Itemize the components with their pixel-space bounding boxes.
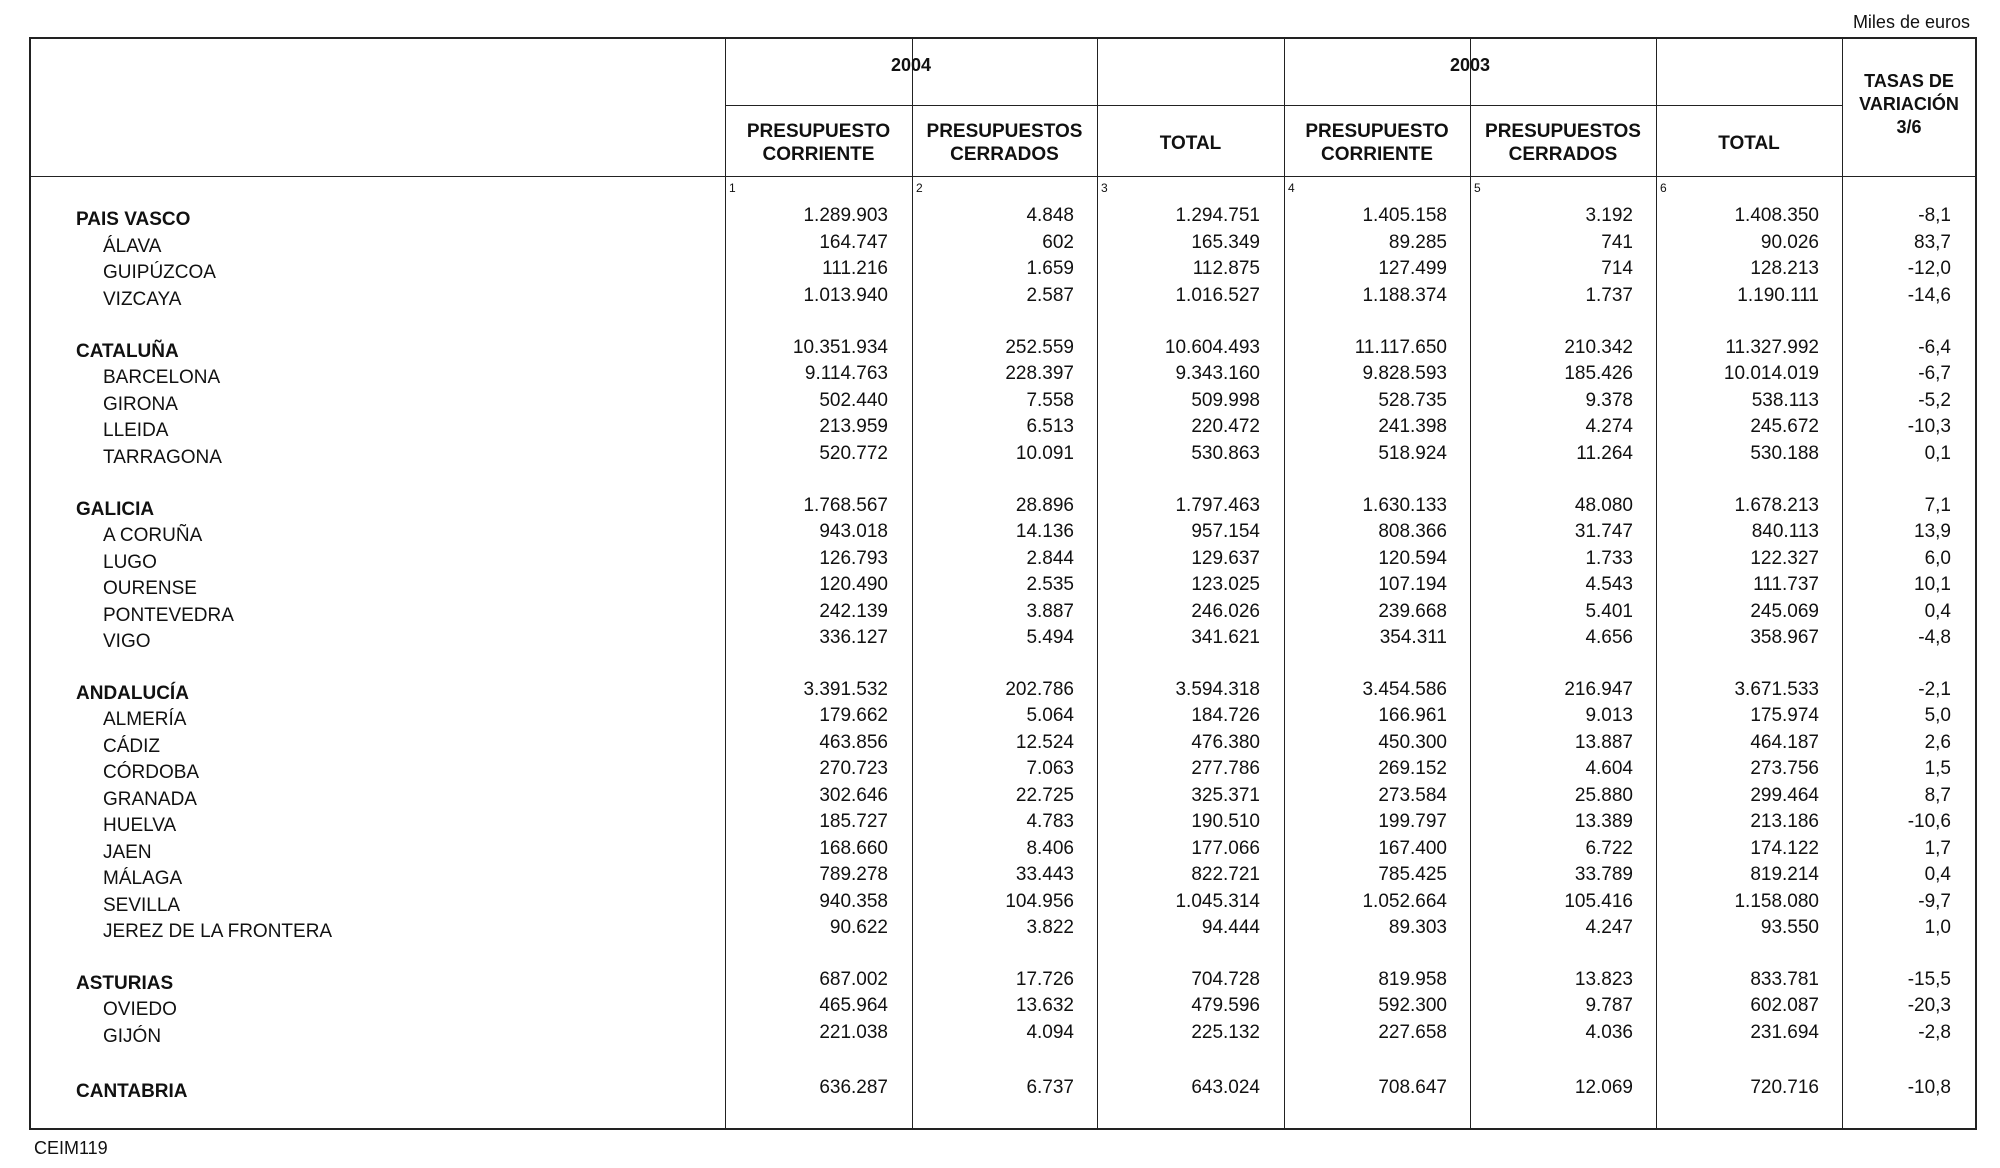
- col-header-presupuestos-cerrados-2004: PRESUPUESTOS CERRADOS: [926, 121, 1083, 165]
- cell-value: 228.397: [1005, 363, 1074, 384]
- cell-value: 1.797.463: [1175, 495, 1260, 516]
- row-label: CÓRDOBA: [103, 762, 200, 783]
- province-row: [0, 232, 2000, 258]
- cell-value: -12,0: [1907, 258, 1951, 279]
- column-number: 3: [1101, 181, 1108, 195]
- cell-value: 602.087: [1750, 995, 1819, 1016]
- row-label: PAIS VASCO: [76, 209, 191, 230]
- region-row: [0, 969, 2000, 995]
- cell-value: 269.152: [1378, 758, 1447, 779]
- cell-value: -2,8: [1918, 1022, 1951, 1043]
- cell-value: 11.117.650: [1354, 337, 1447, 358]
- cell-value: 0,1: [1924, 443, 1951, 464]
- cell-value: 17.726: [1015, 969, 1074, 990]
- cell-value: 520.772: [819, 443, 888, 464]
- province-row: [0, 758, 2000, 784]
- cell-value: 502.440: [819, 390, 888, 411]
- col-header-total-2004: TOTAL: [1159, 132, 1222, 154]
- cell-value: -9,7: [1918, 891, 1951, 912]
- cell-value: 242.139: [819, 601, 888, 622]
- province-row: [0, 732, 2000, 758]
- cell-value: 120.594: [1378, 548, 1447, 569]
- cell-value: 270.723: [819, 758, 888, 779]
- cell-value: 25.880: [1574, 785, 1633, 806]
- province-row: [0, 285, 2000, 311]
- province-row: [0, 548, 2000, 574]
- province-row: [0, 995, 2000, 1021]
- cell-value: 33.789: [1574, 864, 1633, 885]
- cell-value: 1.016.527: [1175, 285, 1260, 306]
- column-number: 2: [916, 181, 923, 195]
- cell-value: 464.187: [1750, 732, 1819, 753]
- cell-value: 22.725: [1015, 785, 1074, 806]
- cell-value: 13,9: [1914, 521, 1951, 542]
- cell-value: 2,6: [1924, 732, 1951, 753]
- region-row: [0, 495, 2000, 521]
- cell-value: 808.366: [1378, 521, 1447, 542]
- cell-value: 216.947: [1564, 679, 1633, 700]
- cell-value: 90.026: [1760, 232, 1819, 253]
- column-number: 1: [729, 181, 736, 195]
- cell-value: 4.604: [1585, 758, 1633, 779]
- region-row: [0, 679, 2000, 705]
- cell-value: 14.136: [1015, 521, 1074, 542]
- cell-value: 302.646: [819, 785, 888, 806]
- cell-value: 246.026: [1191, 601, 1260, 622]
- cell-value: 3.454.586: [1362, 679, 1447, 700]
- column-number: 5: [1474, 181, 1481, 195]
- cell-value: 5.401: [1585, 601, 1633, 622]
- row-label: GUIPÚZCOA: [103, 262, 216, 283]
- cell-value: 1.158.080: [1734, 891, 1819, 912]
- row-label: A CORUÑA: [103, 525, 203, 546]
- cell-value: 252.559: [1005, 337, 1074, 358]
- cell-value: 190.510: [1191, 811, 1260, 832]
- cell-value: 479.596: [1191, 995, 1260, 1016]
- cell-value: 1.678.213: [1734, 495, 1819, 516]
- row-label: VIGO: [103, 631, 151, 652]
- cell-value: 239.668: [1378, 601, 1447, 622]
- cell-value: 6.722: [1585, 838, 1633, 859]
- cell-value: 273.584: [1378, 785, 1447, 806]
- cell-value: 165.349: [1191, 232, 1260, 253]
- cell-value: -15,5: [1907, 969, 1951, 990]
- cell-value: 819.958: [1378, 969, 1447, 990]
- row-label: ÁLAVA: [103, 236, 162, 257]
- cell-value: 3.887: [1026, 601, 1074, 622]
- cell-value: 1.630.133: [1362, 495, 1447, 516]
- row-label: HUELVA: [103, 815, 177, 836]
- cell-value: 185.727: [819, 811, 888, 832]
- cell-value: 105.416: [1564, 891, 1633, 912]
- cell-value: 11.264: [1576, 443, 1633, 464]
- row-label: CANTABRIA: [76, 1081, 188, 1102]
- cell-value: -10,8: [1907, 1077, 1951, 1098]
- cell-value: 89.285: [1388, 232, 1447, 253]
- cell-value: 7.063: [1026, 758, 1074, 779]
- cell-value: 3.594.318: [1175, 679, 1260, 700]
- cell-value: 184.726: [1191, 705, 1260, 726]
- cell-value: 10.604.493: [1164, 337, 1260, 358]
- cell-value: 538.113: [1751, 390, 1819, 411]
- province-row: [0, 785, 2000, 811]
- cell-value: 1.188.374: [1362, 285, 1447, 306]
- cell-value: 5,0: [1924, 705, 1951, 726]
- cell-value: 10,1: [1914, 574, 1951, 595]
- cell-value: 12.524: [1015, 732, 1074, 753]
- cell-value: 789.278: [819, 864, 888, 885]
- cell-value: 518.924: [1378, 443, 1447, 464]
- cell-value: 643.024: [1191, 1077, 1260, 1098]
- row-label: ASTURIAS: [76, 973, 174, 994]
- cell-value: 4.848: [1026, 205, 1074, 226]
- cell-value: 341.621: [1191, 627, 1260, 648]
- cell-value: 720.716: [1750, 1077, 1819, 1098]
- province-row: [0, 521, 2000, 547]
- cell-value: 94.444: [1201, 917, 1260, 938]
- cell-value: 1.768.567: [803, 495, 888, 516]
- cell-value: 4.274: [1585, 416, 1633, 437]
- cell-value: 4.543: [1585, 574, 1633, 595]
- cell-value: 1.045.314: [1175, 891, 1260, 912]
- cell-value: 687.002: [819, 969, 888, 990]
- cell-value: 819.214: [1750, 864, 1819, 885]
- cell-value: 6.737: [1026, 1077, 1074, 1098]
- cell-value: 8,7: [1924, 785, 1951, 806]
- row-label: LUGO: [103, 552, 157, 573]
- cell-value: 2.535: [1026, 574, 1074, 595]
- cell-value: 9.828.593: [1362, 363, 1447, 384]
- province-row: [0, 258, 2000, 284]
- cell-value: 6,0: [1924, 548, 1951, 569]
- cell-value: 12.069: [1574, 1077, 1633, 1098]
- cell-value: 336.127: [819, 627, 888, 648]
- cell-value: 528.735: [1378, 390, 1447, 411]
- province-row: [0, 917, 2000, 943]
- cell-value: 9.343.160: [1175, 363, 1260, 384]
- cell-value: -8,1: [1918, 205, 1951, 226]
- cell-value: 3.192: [1585, 205, 1633, 226]
- cell-value: 126.793: [819, 548, 888, 569]
- row-label: GIRONA: [103, 394, 178, 415]
- row-label: PONTEVEDRA: [103, 605, 234, 626]
- row-label: SEVILLA: [103, 895, 181, 916]
- row-label: LLEIDA: [103, 420, 169, 441]
- units-note: Miles de euros: [1852, 12, 1970, 32]
- cell-value: 33.443: [1015, 864, 1074, 885]
- cell-value: 9.787: [1585, 995, 1633, 1016]
- cell-value: 714: [1601, 258, 1633, 279]
- row-label: ANDALUCÍA: [76, 683, 189, 704]
- cell-value: 602: [1042, 232, 1074, 253]
- cell-value: 9.378: [1585, 390, 1633, 411]
- province-row: [0, 390, 2000, 416]
- province-row: [0, 891, 2000, 917]
- cell-value: 4.656: [1585, 627, 1633, 648]
- cell-value: 9.013: [1585, 705, 1633, 726]
- cell-value: 5.494: [1026, 627, 1074, 648]
- cell-value: 7.558: [1026, 390, 1074, 411]
- cell-value: 704.728: [1191, 969, 1260, 990]
- year-header-divider: [725, 105, 1842, 106]
- cell-value: 128.213: [1750, 258, 1819, 279]
- cell-value: 129.637: [1191, 548, 1260, 569]
- cell-value: 465.964: [819, 995, 888, 1016]
- province-row: [0, 811, 2000, 837]
- cell-value: 120.490: [819, 574, 888, 595]
- cell-value: -5,2: [1918, 390, 1951, 411]
- cell-value: 245.672: [1750, 416, 1819, 437]
- cell-value: 943.018: [819, 521, 888, 542]
- region-row: [0, 205, 2000, 231]
- cell-value: -10,3: [1907, 416, 1951, 437]
- cell-value: 104.956: [1005, 891, 1074, 912]
- cell-value: 3.671.533: [1734, 679, 1819, 700]
- cell-value: 1.408.350: [1734, 205, 1819, 226]
- cell-value: 245.069: [1750, 601, 1819, 622]
- cell-value: 1.405.158: [1362, 205, 1447, 226]
- region-row: [0, 1077, 2000, 1103]
- cell-value: 4.094: [1026, 1022, 1074, 1043]
- cell-value: 213.186: [1750, 811, 1819, 832]
- cell-value: -2,1: [1918, 679, 1951, 700]
- cell-value: 940.358: [819, 891, 888, 912]
- cell-value: 530.863: [1191, 443, 1260, 464]
- cell-value: 450.300: [1378, 732, 1447, 753]
- column-number: 4: [1288, 181, 1295, 195]
- col-header-presupuesto-corriente-2003: PRESUPUESTO CORRIENTE: [1305, 121, 1449, 165]
- cell-value: 231.694: [1750, 1022, 1819, 1043]
- cell-value: 83,7: [1914, 232, 1951, 253]
- cell-value: 2.844: [1026, 548, 1074, 569]
- cell-value: 833.781: [1750, 969, 1819, 990]
- cell-value: 277.786: [1191, 758, 1260, 779]
- cell-value: 530.188: [1750, 443, 1819, 464]
- cell-value: 299.464: [1750, 785, 1819, 806]
- cell-value: 358.967: [1750, 627, 1819, 648]
- cell-value: 1.737: [1585, 285, 1633, 306]
- cell-value: 4.783: [1026, 811, 1074, 832]
- province-row: [0, 864, 2000, 890]
- row-label: JEREZ DE LA FRONTERA: [103, 921, 333, 942]
- province-row: [0, 363, 2000, 389]
- province-row: [0, 838, 2000, 864]
- cell-value: 1.190.111: [1737, 285, 1819, 306]
- column-number: 6: [1660, 181, 1667, 195]
- row-label: TARRAGONA: [103, 447, 222, 468]
- cell-value: 8.406: [1026, 838, 1074, 859]
- cell-value: 1.289.903: [803, 205, 888, 226]
- cell-value: 210.342: [1564, 337, 1633, 358]
- cell-value: 167.400: [1378, 838, 1447, 859]
- cell-value: -10,6: [1907, 811, 1951, 832]
- cell-value: 220.472: [1191, 416, 1260, 437]
- cell-value: 164.747: [819, 232, 888, 253]
- row-label: CATALUÑA: [76, 341, 179, 362]
- cell-value: 708.647: [1378, 1077, 1447, 1098]
- cell-value: 741: [1601, 232, 1633, 253]
- cell-value: 463.856: [819, 732, 888, 753]
- row-label: OURENSE: [103, 578, 197, 599]
- cell-value: 93.550: [1760, 917, 1819, 938]
- row-label: GRANADA: [103, 789, 197, 810]
- cell-value: 354.311: [1379, 627, 1447, 648]
- year-header-2004: 2004: [890, 55, 932, 75]
- cell-value: 3.822: [1026, 917, 1074, 938]
- cell-value: 592.300: [1378, 995, 1447, 1016]
- cell-value: 6.513: [1026, 416, 1074, 437]
- year-header-2003: 2003: [1449, 55, 1491, 75]
- col-header-total-2003: TOTAL: [1718, 132, 1780, 154]
- cell-value: 177.066: [1191, 838, 1260, 859]
- cell-value: 127.499: [1378, 258, 1447, 279]
- cell-value: -4,8: [1918, 627, 1951, 648]
- province-row: [0, 574, 2000, 600]
- col-header-tasas-variacion: TASAS DE VARIACIÓN 3/6: [1859, 71, 1959, 137]
- cell-value: 241.398: [1378, 416, 1447, 437]
- cell-value: 28.896: [1015, 495, 1074, 516]
- cell-value: 112.875: [1192, 258, 1260, 279]
- cell-value: 202.786: [1005, 679, 1074, 700]
- cell-value: 509.998: [1191, 390, 1260, 411]
- cell-value: 168.660: [819, 838, 888, 859]
- province-row: [0, 705, 2000, 731]
- cell-value: 476.380: [1191, 732, 1260, 753]
- cell-value: 122.327: [1750, 548, 1819, 569]
- col-header-presupuestos-cerrados-2003: PRESUPUESTOS CERRADOS: [1485, 121, 1641, 165]
- cell-value: 1.294.751: [1175, 205, 1260, 226]
- cell-value: 2.587: [1026, 285, 1074, 306]
- cell-value: -6,7: [1918, 363, 1951, 384]
- cell-value: -20,3: [1907, 995, 1951, 1016]
- cell-value: -14,6: [1907, 285, 1951, 306]
- cell-value: 123.025: [1191, 574, 1260, 595]
- cell-value: 227.658: [1378, 1022, 1447, 1043]
- cell-value: 273.756: [1750, 758, 1819, 779]
- cell-value: 13.887: [1574, 732, 1633, 753]
- cell-value: 822.721: [1191, 864, 1260, 885]
- cell-value: 1,7: [1924, 838, 1951, 859]
- footer-code: CEIM119: [34, 1138, 108, 1158]
- cell-value: 31.747: [1574, 521, 1633, 542]
- row-label: JAEN: [103, 842, 152, 863]
- cell-value: 1.733: [1585, 548, 1633, 569]
- cell-value: 957.154: [1191, 521, 1260, 542]
- cell-value: 213.959: [819, 416, 888, 437]
- col-header-presupuesto-corriente-2004: PRESUPUESTO CORRIENTE: [746, 121, 891, 165]
- cell-value: 10.091: [1015, 443, 1074, 464]
- row-label: VIZCAYA: [103, 289, 182, 310]
- cell-value: 840.113: [1751, 521, 1819, 542]
- cell-value: 199.797: [1378, 811, 1447, 832]
- cell-value: 174.122: [1750, 838, 1819, 859]
- cell-value: 1,5: [1924, 758, 1951, 779]
- row-label: OVIEDO: [103, 999, 177, 1020]
- cell-value: 107.194: [1378, 574, 1447, 595]
- cell-value: 0,4: [1924, 864, 1951, 885]
- header-bottom-line: [29, 176, 1977, 177]
- region-row: [0, 337, 2000, 363]
- cell-value: 13.823: [1574, 969, 1633, 990]
- cell-value: 3.391.532: [803, 679, 888, 700]
- cell-value: 4.036: [1585, 1022, 1633, 1043]
- cell-value: 10.014.019: [1723, 363, 1819, 384]
- cell-value: 221.038: [819, 1022, 888, 1043]
- row-label: GIJÓN: [103, 1026, 162, 1047]
- cell-value: 90.622: [829, 917, 888, 938]
- cell-value: -6,4: [1918, 337, 1951, 358]
- cell-value: 13.389: [1574, 811, 1633, 832]
- province-row: [0, 443, 2000, 469]
- cell-value: 166.961: [1378, 705, 1447, 726]
- cell-value: 89.303: [1388, 917, 1447, 938]
- province-row: [0, 416, 2000, 442]
- cell-value: 11.327.992: [1725, 337, 1819, 358]
- cell-value: 111.737: [1753, 574, 1819, 595]
- province-row: [0, 601, 2000, 627]
- cell-value: 9.114.763: [804, 363, 888, 384]
- cell-value: 1,0: [1924, 917, 1951, 938]
- cell-value: 4.247: [1585, 917, 1633, 938]
- cell-value: 179.662: [819, 705, 888, 726]
- cell-value: 636.287: [819, 1077, 888, 1098]
- cell-value: 0,4: [1924, 601, 1951, 622]
- cell-value: 175.974: [1750, 705, 1819, 726]
- province-row: [0, 1022, 2000, 1048]
- cell-value: 185.426: [1564, 363, 1633, 384]
- cell-value: 785.425: [1378, 864, 1447, 885]
- cell-value: 111.216: [822, 258, 888, 279]
- cell-value: 1.659: [1026, 258, 1074, 279]
- province-row: [0, 627, 2000, 653]
- cell-value: 1.052.664: [1362, 891, 1447, 912]
- row-label: CÁDIZ: [103, 736, 160, 757]
- cell-value: 325.371: [1191, 785, 1260, 806]
- cell-value: 13.632: [1015, 995, 1074, 1016]
- cell-value: 48.080: [1574, 495, 1633, 516]
- cell-value: 225.132: [1191, 1022, 1260, 1043]
- row-label: BARCELONA: [103, 367, 221, 388]
- row-label: MÁLAGA: [103, 868, 183, 889]
- cell-value: 5.064: [1026, 705, 1074, 726]
- row-label: GALICIA: [76, 499, 155, 520]
- cell-value: 7,1: [1924, 495, 1951, 516]
- row-label: ALMERÍA: [103, 709, 187, 730]
- cell-value: 1.013.940: [803, 285, 888, 306]
- cell-value: 10.351.934: [792, 337, 888, 358]
